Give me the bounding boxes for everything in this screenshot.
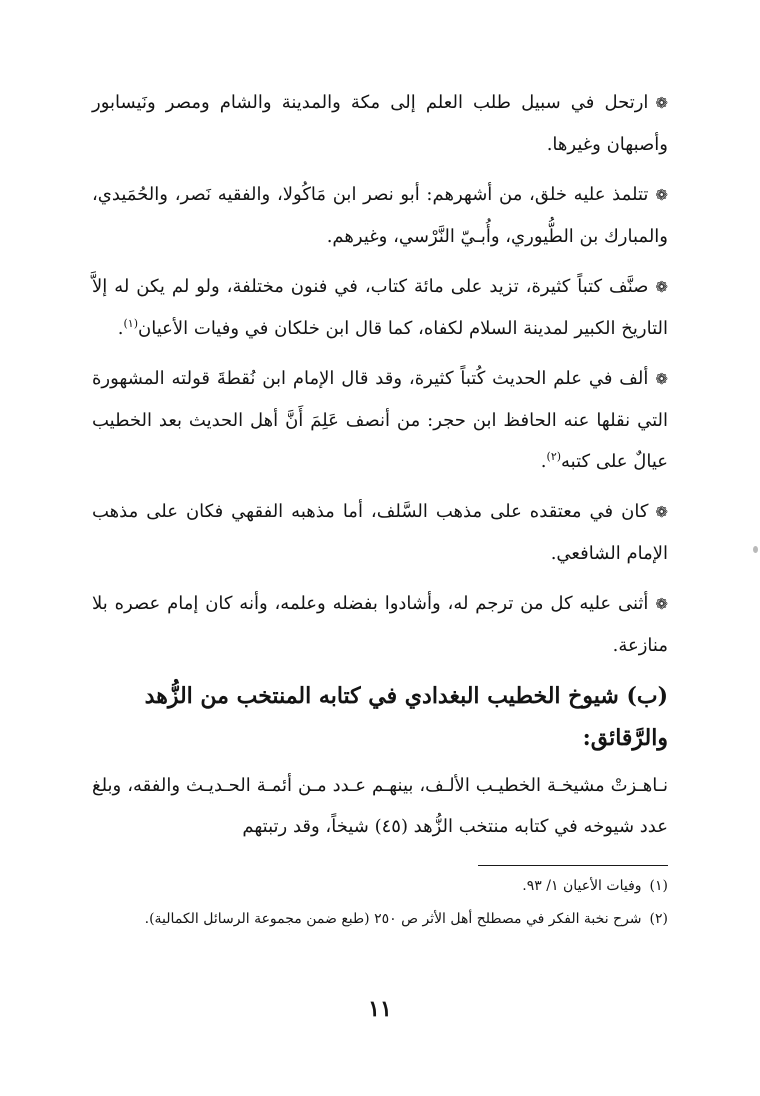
footnote-text: شرح نخبة الفكر في مصطلح أهل الأثر ص ٢٥٠ (طبع ضمن مجموعة الرسائل الكمالية). (144, 911, 642, 927)
flower-bullet-icon: ❁ (655, 595, 668, 613)
bullet-paragraph (92, 82, 668, 165)
margin-speck (753, 546, 758, 553)
footnote-text: وفيات الأعيان ١/ ٩٣. (522, 878, 642, 894)
footnote-divider (478, 865, 668, 866)
bullet-paragraph (92, 174, 668, 257)
main-text (92, 82, 668, 856)
paragraph-text: أثنى عليه كل من ترجم له، وأشادوا بفضله وعلمه، وأنه كان إمام عصره بلا منازعة. (92, 593, 668, 656)
paragraph-text: تتلمذ عليه خلق، من أشهرهم: أبو نصر ابن مَاكُولا، والفقيه نَصر، والحُمَيدي، والمبارك بن الطُّيوري، وأُبـيّ النَّرْسي، وغيرهم. (92, 184, 668, 247)
footnote-item (92, 905, 668, 934)
flower-bullet-icon: ❁ (655, 186, 668, 204)
footnote-number: (١) (649, 878, 668, 894)
section-heading: (ب) شيوخ الخطيب البغدادي في كتابه المنتخب من الزُّهد والرَّقائق: (144, 683, 668, 751)
flower-bullet-icon: ❁ (655, 94, 668, 112)
bullet-paragraph (92, 583, 668, 666)
footnote-item (92, 872, 668, 901)
paragraph-text: كان في معتقده على مذهب السَّلف، أما مذهبه الفقهي فكان على مذهب الإمام الشافعي. (92, 501, 668, 564)
flower-bullet-icon: ❁ (655, 503, 668, 521)
footnote-number: (٢) (649, 911, 668, 927)
flower-bullet-icon: ❁ (655, 370, 668, 388)
closing-paragraph: نـاهـزتْ مشيخـة الخطيـب الألـف، بينهـم عـدد مـن أئمـة الحـديـث والفقه، وبلغ عدد شيوخه في كتابه منتخب الزُّهد (٤٥) شيخاً، وقد رتبتهم (92, 775, 668, 837)
footnote-reference[interactable]: (١) (123, 317, 139, 330)
page-number: ١١ (368, 996, 392, 1022)
bullet-paragraph (92, 491, 668, 574)
paragraph-text: ارتحل في سبيل طلب العلم إلى مكة والمدينة والشام ومصر ونَيسابور وأصبهان وغيرها. (92, 92, 668, 155)
bullet-paragraph: ❁ألف في علم الحديث كُتباً كثيرة، وقد قال الإمام ابن نُقطةَ قولته المشهورة التي نقلها عنه الحافظ ابن حجر: من أنصف عَلِمَ أَنَّ أهل الحديث بعد الخطيب عيالٌ على كتبه$^{(٢)}$. (92, 358, 668, 482)
footnotes (92, 872, 668, 938)
bullet-paragraph: ❁صنَّف كتباً كثيرة، تزيد على مائة كتاب، في فنون مختلفة، ولو لم يكن له إلاَّ التاريخ الكبير لمدينة السلام لكفاه، كما قال ابن خلكان في وفيات الأعيان$^{(١)}$. (92, 266, 668, 349)
footnote-reference[interactable]: (٢) (546, 450, 562, 463)
paragraph-text: صنَّف كتباً كثيرة، تزيد على مائة كتاب، في فنون مختلفة، ولو لم يكن له إلاَّ التاريخ الكبير لمدينة السلام لكفاه، كما قال ابن خلكان في وفيات الأعيان (92, 276, 668, 339)
paragraph-text: ألف في علم الحديث كُتباً كثيرة، وقد قال الإمام ابن نُقطةَ قولته المشهورة التي نقلها عنه الحافظ ابن حجر: من أنصف عَلِمَ أَنَّ أهل الحديث بعد الخطيب عيالٌ على كتبه (92, 368, 668, 472)
flower-bullet-icon: ❁ (655, 278, 668, 296)
